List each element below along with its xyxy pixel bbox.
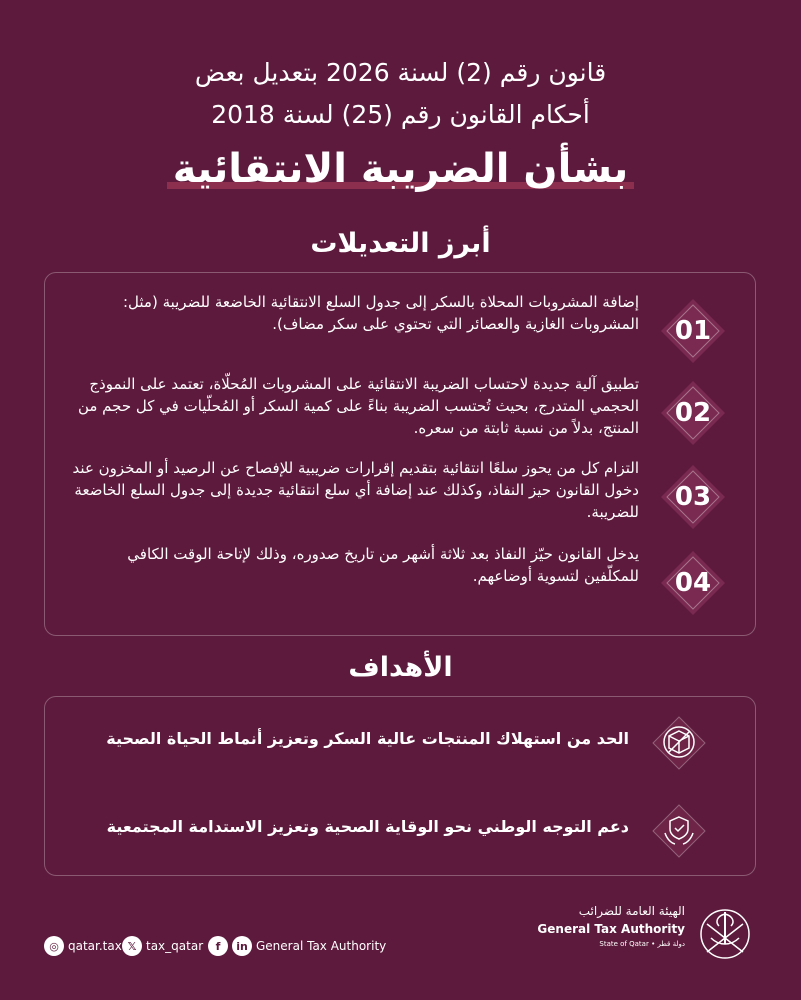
- number-badge: [659, 297, 727, 365]
- gta-handle: General Tax Authority: [256, 939, 387, 953]
- title-line-2: أحكام القانون رقم (25) لسنة 2018: [211, 100, 590, 129]
- title-line-1: قانون رقم (2) لسنة 2026 بتعديل بعض: [194, 58, 607, 87]
- state-label: State of Qatar • دولة قطر: [599, 940, 685, 948]
- goal-item: [45, 713, 755, 773]
- amendment-item: [45, 457, 755, 537]
- title-line-3: [0, 146, 801, 192]
- linkedin-icon: in: [232, 936, 252, 956]
- org-name-english: General Tax Authority: [537, 922, 685, 936]
- x-handle: tax_qatar: [146, 939, 204, 953]
- amendment-item: [45, 543, 755, 623]
- facebook-linkedin-link[interactable]: [208, 934, 386, 958]
- instagram-icon: ◎: [44, 936, 64, 956]
- org-name-arabic: الهيئة العامة للضرائب: [578, 904, 685, 918]
- number-badge: [659, 379, 727, 447]
- no-sugar-cube-icon: [651, 715, 707, 771]
- amendment-item: [45, 373, 755, 453]
- amendments-heading: أبرز التعديلات: [310, 228, 491, 259]
- amendment-text: تطبيق آلية جديدة لاحتساب الضريبة الانتقائية على المشروبات المُحلّاة، تعتمد على النموذج الحجمي المتدرج، بحيث تُحتسب الضريبة بناءً على كمية السكر أو المُحلّيات في كل حجم من المنتج، بدلاً من نسبة ثابتة من سعره.: [77, 375, 639, 437]
- goals-heading: الأهداف: [348, 652, 453, 683]
- facebook-icon: f: [208, 936, 228, 956]
- badge-number: 04: [674, 568, 712, 598]
- x-link[interactable]: [122, 934, 203, 958]
- number-badge: [659, 463, 727, 531]
- badge-number: 01: [674, 316, 712, 346]
- qatar-emblem-icon: [695, 904, 755, 962]
- goals-panel: [44, 696, 756, 876]
- amendment-item: [45, 291, 755, 371]
- number-badge: [659, 549, 727, 617]
- amendment-text: يدخل القانون حيّز النفاذ بعد ثلاثة أشهر من تاريخ صدوره، وذلك لإتاحة الوقت الكافي للمكلّفين لتسوية أوضاعهم.: [127, 545, 639, 585]
- amendment-text: التزام كل من يحوز سلعًا انتقائية بتقديم إقرارات ضريبية للإفصاح عن الرصيد أو المخزون عند دخول القانون حيز النفاذ، وكذلك عند إضافة أي سلع انتقائية جديدة إلى جدول السلع الخاضعة للضريبة.: [72, 459, 639, 521]
- badge-number: 02: [674, 398, 712, 428]
- goal-item: [45, 801, 755, 861]
- amendments-panel: [44, 272, 756, 636]
- badge-number: 03: [674, 482, 712, 512]
- instagram-link[interactable]: [44, 934, 122, 958]
- goal-text: دعم التوجه الوطني نحو الوقاية الصحية وتعزيز الاستدامة المجتمعية: [106, 817, 629, 836]
- title-highlight: بشأن الضريبة الانتقائية: [167, 146, 635, 192]
- instagram-handle: qatar.tax: [68, 939, 122, 953]
- amendment-text: إضافة المشروبات المحلاة بالسكر إلى جدول السلع الانتقائية الخاضعة للضريبة (مثل: المشروبات الغازية والعصائر التي تحتوي على سكر مضاف).: [122, 293, 639, 333]
- x-icon: 𝕏: [122, 936, 142, 956]
- goal-text: الحد من استهلاك المنتجات عالية السكر وتعزيز أنماط الحياة الصحية: [106, 729, 629, 748]
- protected-health-icon: [651, 803, 707, 859]
- gta-logo: [537, 904, 755, 964]
